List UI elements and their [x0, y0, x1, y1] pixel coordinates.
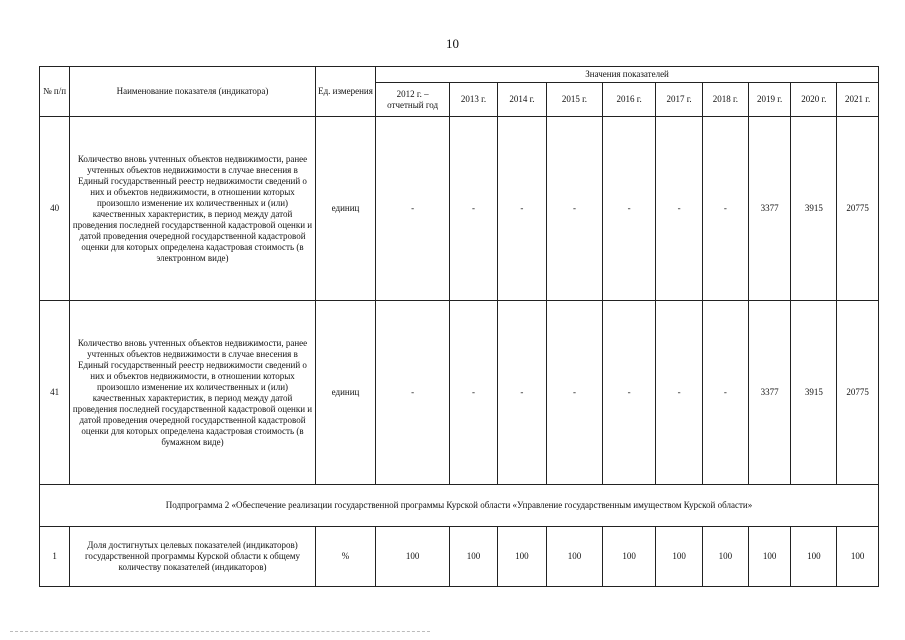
value-cell: - — [497, 117, 546, 301]
value-cell: 3915 — [791, 301, 837, 485]
value-cell: - — [702, 301, 748, 485]
indicator-name: Доля достигнутых целевых показателей (индикаторов) государственной программы Курской области к общему количеству показателей (индикаторов) — [70, 527, 316, 587]
indicator-unit: % — [315, 527, 375, 587]
header-year: 2018 г. — [702, 83, 748, 117]
value-cell: - — [450, 117, 498, 301]
value-cell: - — [603, 301, 656, 485]
header-unit: Ед. измерения — [315, 67, 375, 117]
value-cell: - — [546, 301, 602, 485]
value-cell: 3377 — [748, 117, 791, 301]
header-year: 2021 г. — [837, 83, 879, 117]
header-name: Наименование показателя (индикатора) — [70, 67, 316, 117]
indicator-unit: единиц — [315, 301, 375, 485]
header-year: 2012 г. – отчетный год — [376, 83, 450, 117]
page-number: 10 — [446, 36, 459, 51]
row-num: 41 — [40, 301, 70, 485]
header-year: 2019 г. — [748, 83, 791, 117]
table-row — [40, 527, 879, 587]
value-cell: 100 — [497, 527, 546, 587]
value-cell: 20775 — [837, 301, 879, 485]
value-cell: 100 — [376, 527, 450, 587]
header-year: 2017 г. — [656, 83, 703, 117]
value-cell: 100 — [791, 527, 837, 587]
header-row-main — [40, 67, 879, 83]
value-cell: - — [546, 117, 602, 301]
value-cell: - — [603, 117, 656, 301]
value-cell: - — [450, 301, 498, 485]
header-year: 2013 г. — [450, 83, 498, 117]
header-year: 2016 г. — [603, 83, 656, 117]
value-cell: 100 — [603, 527, 656, 587]
row-num: 40 — [40, 117, 70, 301]
value-cell: 100 — [748, 527, 791, 587]
scan-edge-line — [10, 631, 430, 632]
header-num: № п/п — [40, 67, 70, 117]
indicator-name: Количество вновь учтенных объектов недвижимости, ранее учтенных объектов недвижимости в случае внесения в Единый государственный реестр недвижимости сведений о них и объектов недвижимости, в отношении которых произошло изменение их количественных и (или) качественных характеристик, в период между датой проведения последней государственной кадастровой оценки и датой проведения очередной государственной кадастровой оценки для которых определена кадастровая стоимость (в бумажном виде) — [70, 301, 316, 485]
subprogram-title: Подпрограмма 2 «Обеспечение реализации государственной программы Курской области «Управление государственным имуществом Курской области» — [40, 485, 879, 527]
value-cell: 20775 — [837, 117, 879, 301]
value-cell: 100 — [702, 527, 748, 587]
header-year: 2020 г. — [791, 83, 837, 117]
value-cell: - — [376, 301, 450, 485]
table-row — [40, 301, 879, 485]
row-num: 1 — [40, 527, 70, 587]
value-cell: - — [656, 301, 703, 485]
header-values-group: Значения показателей — [376, 67, 879, 83]
value-cell: - — [497, 301, 546, 485]
value-cell: 100 — [450, 527, 498, 587]
header-year: 2015 г. — [546, 83, 602, 117]
indicator-name: Количество вновь учтенных объектов недвижимости, ранее учтенных объектов недвижимости в случае внесения в Единый государственный реестр недвижимости сведений о них и объектов недвижимости, в отношении которых произошло изменение их количественных и (или) качественных характеристик, в период между датой проведения последней государственной кадастровой оценки и датой проведения очередной государственной кадастровой оценки для которых определена кадастровая стоимость (в электронном виде) — [70, 117, 316, 301]
header-year: 2014 г. — [497, 83, 546, 117]
value-cell: - — [376, 117, 450, 301]
value-cell: 100 — [837, 527, 879, 587]
value-cell: - — [702, 117, 748, 301]
value-cell: 100 — [546, 527, 602, 587]
table-row — [40, 117, 879, 301]
indicator-unit: единиц — [315, 117, 375, 301]
value-cell: 3377 — [748, 301, 791, 485]
value-cell: 3915 — [791, 117, 837, 301]
value-cell: - — [656, 117, 703, 301]
value-cell: 100 — [656, 527, 703, 587]
subprogram-row — [40, 485, 879, 527]
indicators-table — [39, 66, 879, 587]
